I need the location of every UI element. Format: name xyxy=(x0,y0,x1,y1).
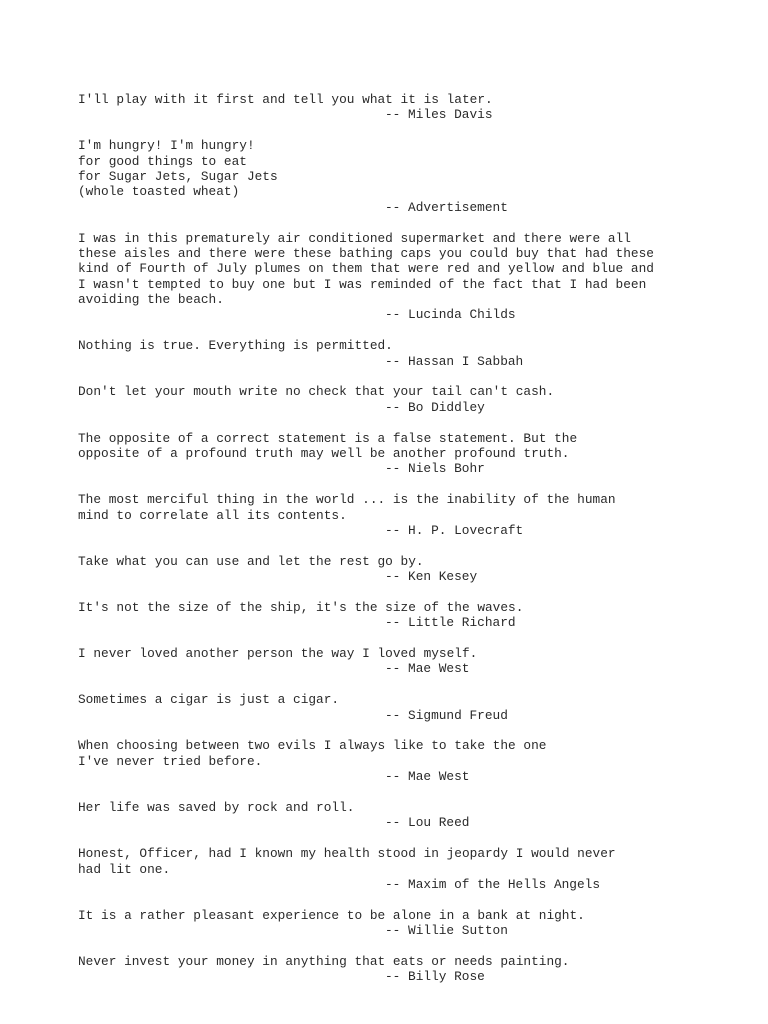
quote-line: avoiding the beach. xyxy=(78,292,224,308)
quote-line: Never invest your money in anything that eats or needs painting. xyxy=(78,953,570,969)
quote-line: (whole toasted wheat) xyxy=(78,184,240,200)
quote-line: I was in this prematurely air conditioned supermarket and there were all xyxy=(78,230,631,246)
quote-line: Nothing is true. Everything is permitted. xyxy=(78,338,393,354)
quote xyxy=(78,554,698,585)
quote xyxy=(78,600,698,631)
quote-line: I'm hungry! I'm hungry! xyxy=(78,138,255,154)
quote-line: for Sugar Jets, Sugar Jets xyxy=(78,168,278,184)
quote-line: Her life was saved by rock and roll. xyxy=(78,799,355,815)
quote-line: I never loved another person the way I loved myself. xyxy=(78,646,478,662)
quote-line: kind of Fourth of July plumes on them that were red and yellow and blue and xyxy=(78,261,654,277)
quote xyxy=(78,431,698,477)
quote-line: these aisles and there were these bathing caps you could buy that had these xyxy=(78,245,654,261)
quote xyxy=(78,908,698,939)
quote-attribution: -- Hassan I Sabbah xyxy=(385,353,524,369)
quote xyxy=(78,138,698,215)
quote xyxy=(78,692,698,723)
quote xyxy=(78,492,698,538)
quote-line: Don't let your mouth write no check that your tail can't cash. xyxy=(78,384,555,400)
quote xyxy=(78,384,698,415)
quote xyxy=(78,231,698,323)
quote-attribution: -- Mae West xyxy=(385,769,470,785)
quote-line: Honest, Officer, had I known my health stood in jeopardy I would never xyxy=(78,846,616,862)
quote-attribution: -- Lucinda Childs xyxy=(385,307,516,323)
quotes-page xyxy=(78,92,698,1000)
quote-attribution: -- H. P. Lovecraft xyxy=(385,522,524,538)
quote-line: Take what you can use and let the rest go by. xyxy=(78,553,424,569)
quote-line: Sometimes a cigar is just a cigar. xyxy=(78,692,340,708)
quote-line: The most merciful thing in the world ... is the inability of the human xyxy=(78,492,616,508)
quote-attribution: -- Advertisement xyxy=(385,199,508,215)
quote-attribution: -- Little Richard xyxy=(385,615,516,631)
quote-line: I wasn't tempted to buy one but I was reminded of the fact that I had been xyxy=(78,276,647,292)
quote-line: had lit one. xyxy=(78,861,171,877)
quote-line: It is a rather pleasant experience to be alone in a bank at night. xyxy=(78,907,585,923)
quote-line: When choosing between two evils I always like to take the one xyxy=(78,738,547,754)
quote xyxy=(78,800,698,831)
quote-line: I'll play with it first and tell you what it is later. xyxy=(78,92,493,107)
quote-attribution: -- Willie Sutton xyxy=(385,923,508,939)
quote-line: opposite of a profound truth may well be another profound truth. xyxy=(78,445,570,461)
quote xyxy=(78,92,698,123)
quote-line: for good things to eat xyxy=(78,153,247,169)
quote-line: It's not the size of the ship, it's the size of the waves. xyxy=(78,599,524,615)
quote xyxy=(78,738,698,784)
quote-attribution: -- Lou Reed xyxy=(385,815,470,831)
quote-attribution: -- Billy Rose xyxy=(385,969,485,985)
quote xyxy=(78,646,698,677)
quote-line: I've never tried before. xyxy=(78,753,263,769)
quote-attribution: -- Miles Davis xyxy=(385,107,493,123)
quote-attribution: -- Bo Diddley xyxy=(385,399,485,415)
quote xyxy=(78,954,698,985)
quote-attribution: -- Sigmund Freud xyxy=(385,707,508,723)
quote xyxy=(78,846,698,892)
quote-line: The opposite of a correct statement is a false statement. But the xyxy=(78,430,578,446)
quote xyxy=(78,338,698,369)
quote-attribution: -- Mae West xyxy=(385,661,470,677)
quote-attribution: -- Ken Kesey xyxy=(385,569,478,585)
quote-attribution: -- Maxim of the Hells Angels xyxy=(385,876,601,892)
quote-attribution: -- Niels Bohr xyxy=(385,461,485,477)
quote-line: mind to correlate all its contents. xyxy=(78,507,347,523)
